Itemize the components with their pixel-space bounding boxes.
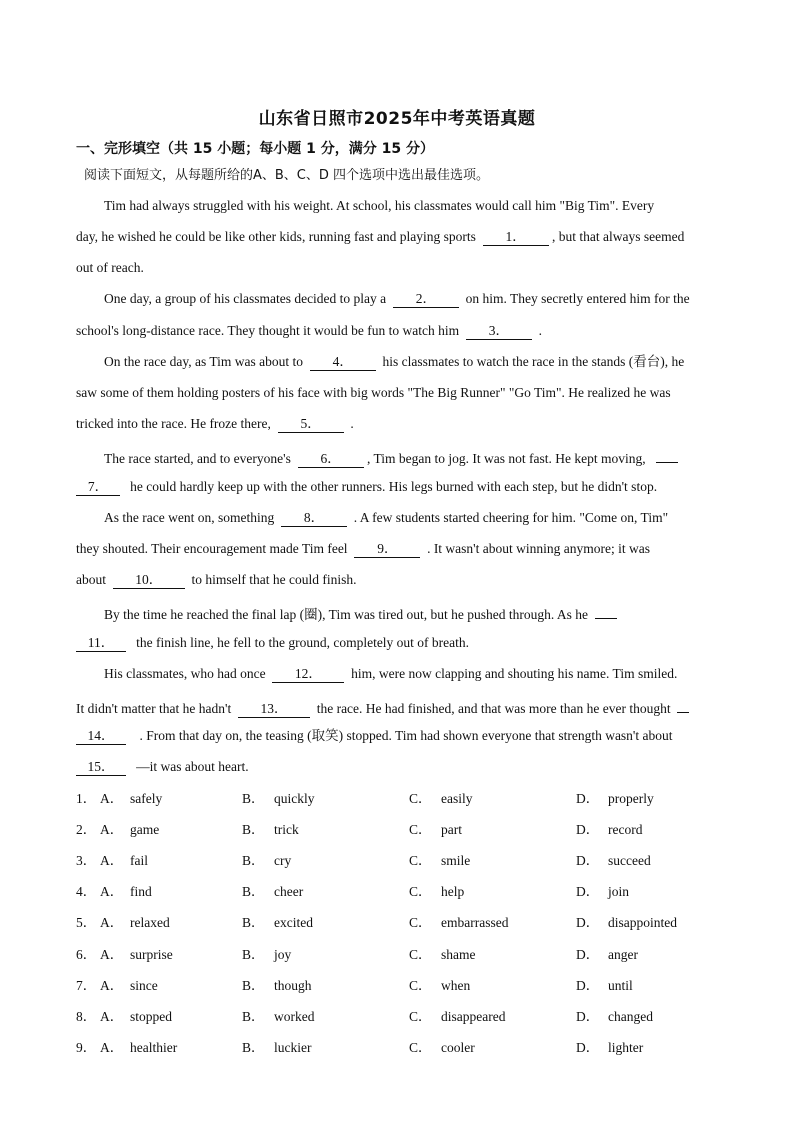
passage-line	[76, 726, 748, 746]
option-a-label: A．	[100, 1009, 124, 1024]
blank-2[interactable]: 2．	[393, 290, 459, 308]
passage-text: .	[350, 416, 354, 431]
blank-9[interactable]: 9．	[354, 540, 420, 558]
question-options	[76, 820, 748, 840]
option-c-label: C．	[409, 947, 432, 962]
option-a-label: A．	[100, 791, 124, 806]
option-c[interactable]: help	[441, 884, 465, 899]
question-options	[76, 789, 748, 809]
option-b[interactable]: excited	[274, 915, 313, 930]
passage-line	[76, 445, 748, 465]
blank-10[interactable]: 10．	[113, 571, 185, 589]
option-a-label: A．	[100, 978, 124, 993]
option-a[interactable]: relaxed	[130, 915, 170, 930]
passage-line	[76, 289, 748, 309]
question-number: 3．	[76, 853, 97, 868]
option-c[interactable]: smile	[441, 853, 471, 868]
option-b[interactable]: worked	[274, 1009, 315, 1024]
option-a-label: A．	[100, 822, 124, 837]
option-c[interactable]: cooler	[441, 1040, 475, 1055]
question-options	[76, 1007, 748, 1027]
passage-text: His classmates, who had once	[104, 666, 266, 681]
passage-text: By the time he reached the final lap (圈), Tim was tired out, but he pushed through. As he	[104, 607, 589, 622]
option-d-label: D．	[576, 978, 600, 993]
passage-text: about	[76, 572, 106, 587]
option-d-label: D．	[576, 1009, 600, 1024]
option-b-label: B．	[242, 947, 265, 962]
passage-line	[76, 477, 748, 497]
passage-text: they shouted. Their encouragement made Tim feel	[76, 541, 348, 556]
option-d[interactable]: properly	[608, 791, 654, 806]
question-number: 4．	[76, 884, 97, 899]
option-d[interactable]: changed	[608, 1009, 653, 1024]
option-c[interactable]: shame	[441, 947, 476, 962]
passage-text: . It wasn't about winning anymore; it was	[427, 541, 650, 556]
passage-line	[76, 258, 748, 278]
passage-text: One day, a group of his classmates decided to play a	[104, 291, 387, 306]
question-number: 2．	[76, 822, 97, 837]
passage-text: the finish line, he fell to the ground, completely out of breath.	[136, 635, 470, 650]
passage-text: saw some of them holding posters of his face with big words "The Big Runner" "Go Tim". He realized he was	[76, 385, 671, 400]
blank-3[interactable]: 3．	[466, 322, 532, 340]
question-options	[76, 913, 748, 933]
option-d-label: D．	[576, 822, 600, 837]
question-number: 6．	[76, 947, 97, 962]
option-a[interactable]: find	[130, 884, 152, 899]
option-c[interactable]: disappeared	[441, 1009, 506, 1024]
passage-text: , Tim began to jog. It was not fast. He kept moving,	[366, 451, 646, 466]
passage-text: . A few students started cheering for him. "Come on, Tim"	[353, 510, 669, 525]
passage-text: out of reach.	[76, 260, 144, 275]
passage-text: he could hardly keep up with the other runners. His legs burned with each step, but he didn't stop.	[130, 479, 658, 494]
option-b-label: B．	[242, 915, 265, 930]
option-d[interactable]: record	[608, 822, 643, 837]
option-d-label: D．	[576, 947, 600, 962]
option-a[interactable]: safely	[130, 791, 163, 806]
option-b[interactable]: cry	[274, 853, 292, 868]
passage-line	[76, 570, 748, 590]
passage-text: school's long-distance race. They thought it would be fun to watch him	[76, 323, 460, 338]
passage-line	[76, 664, 748, 684]
passage-text: day, he wished he could be like other kids, running fast and playing sports	[76, 229, 476, 244]
passage-text: the race. He had finished, and that was more than he ever thought	[316, 701, 671, 716]
option-b[interactable]: trick	[274, 822, 299, 837]
question-options	[76, 1038, 748, 1058]
passage-line	[76, 633, 748, 653]
option-a-label: A．	[100, 884, 124, 899]
option-d-label: D．	[576, 853, 600, 868]
option-b-label: B．	[242, 822, 265, 837]
passage-line	[76, 508, 748, 528]
passage-line	[76, 227, 748, 247]
option-b[interactable]: though	[274, 978, 312, 993]
option-c[interactable]: embarrassed	[441, 915, 509, 930]
option-d[interactable]: succeed	[608, 853, 651, 868]
blank-4[interactable]: 4．	[310, 353, 376, 371]
option-c-label: C．	[409, 853, 432, 868]
passage-text: . From that day on, the teasing (取笑) stopped. Tim had shown everyone that strength wasn't about	[139, 728, 673, 743]
option-a[interactable]: since	[130, 978, 158, 993]
passage-text: tricked into the race. He froze there,	[76, 416, 271, 431]
instructions: 阅读下面短文，从每题所给的A、B、C、D 四个选项中选出最佳选项。	[84, 168, 490, 183]
option-d[interactable]: join	[608, 884, 630, 899]
option-a[interactable]: game	[130, 822, 160, 837]
question-number: 7．	[76, 978, 97, 993]
blank-13[interactable]: 13．	[238, 700, 310, 718]
blank-7-start	[656, 445, 678, 463]
option-b-label: B．	[242, 884, 265, 899]
option-c-label: C．	[409, 822, 432, 837]
passage-text: on him. They secretly entered him for the	[465, 291, 690, 306]
option-a-label: A．	[100, 853, 124, 868]
blank-14[interactable]: 14．	[76, 727, 126, 745]
passage-text: Tim had always struggled with his weight. At school, his classmates would call him "Big Tim". Every	[104, 198, 655, 213]
option-d-label: D．	[576, 791, 600, 806]
question-number: 8．	[76, 1009, 97, 1024]
option-b-label: B．	[242, 791, 265, 806]
passage-text: to himself that he could finish.	[191, 572, 357, 587]
option-a-label: A．	[100, 915, 124, 930]
question-number: 5．	[76, 915, 97, 930]
blank-5[interactable]: 5．	[278, 415, 344, 433]
blank-11-start	[595, 601, 617, 619]
passage-text: —it was about heart.	[136, 759, 249, 774]
passage-text: , but that always seemed	[552, 229, 685, 244]
blank-12[interactable]: 12．	[272, 665, 344, 683]
option-b-label: B．	[242, 1009, 265, 1024]
blank-6[interactable]: 6．	[298, 450, 364, 468]
option-c-label: C．	[409, 791, 432, 806]
option-b[interactable]: cheer	[274, 884, 304, 899]
blank-15[interactable]: 15．	[76, 758, 126, 776]
option-c-label: C．	[409, 1009, 432, 1024]
option-b-label: B．	[242, 1040, 265, 1055]
passage-line	[76, 414, 748, 434]
option-d[interactable]: until	[608, 978, 633, 993]
option-d-label: D．	[576, 915, 600, 930]
question-options	[76, 882, 748, 902]
passage-text: As the race went on, something	[104, 510, 275, 525]
option-d[interactable]: disappointed	[608, 915, 677, 930]
question-number: 1．	[76, 791, 97, 806]
blank-1[interactable]: 1．	[483, 228, 549, 246]
question-options	[76, 976, 748, 996]
option-a-label: A．	[100, 1040, 124, 1055]
question-number: 9．	[76, 1040, 97, 1055]
option-a[interactable]: healthier	[130, 1040, 178, 1055]
passage-line	[76, 695, 748, 715]
passage-line	[76, 383, 748, 403]
option-b[interactable]: quickly	[274, 791, 315, 806]
option-a[interactable]: fail	[130, 853, 148, 868]
passage-text: On the race day, as Tim was about to	[104, 354, 303, 369]
option-d-label: D．	[576, 884, 600, 899]
option-a[interactable]: stopped	[130, 1009, 172, 1024]
option-a[interactable]: surprise	[130, 947, 173, 962]
option-c[interactable]: easily	[441, 791, 473, 806]
passage-text: The race started, and to everyone's	[104, 451, 291, 466]
question-options	[76, 945, 748, 965]
option-c-label: C．	[409, 1040, 432, 1055]
passage-text: his classmates to watch the race in the stands (看台), he	[382, 354, 685, 369]
option-d[interactable]: anger	[608, 947, 638, 962]
passage-line	[76, 321, 748, 341]
blank-11[interactable]: 11．	[76, 634, 126, 652]
section-heading: 一、完形填空（共 15 小题；每小题 1 分，满分 15 分）	[76, 141, 434, 157]
option-c[interactable]: when	[441, 978, 471, 993]
passage-line	[76, 601, 748, 621]
question-options	[76, 851, 748, 871]
option-c-label: C．	[409, 915, 432, 930]
option-b[interactable]: joy	[274, 947, 292, 962]
passage-line	[76, 539, 748, 559]
option-c-label: C．	[409, 884, 432, 899]
option-b-label: B．	[242, 853, 265, 868]
passage-line	[76, 352, 748, 372]
blank-14-start	[677, 695, 689, 713]
passage-text: him, were now clapping and shouting his name. Tim smiled.	[351, 666, 678, 681]
option-a-label: A．	[100, 947, 124, 962]
option-d-label: D．	[576, 1040, 600, 1055]
option-b-label: B．	[242, 978, 265, 993]
passage-line	[76, 757, 748, 777]
passage-text: It didn't matter that he hadn't	[76, 701, 232, 716]
option-c-label: C．	[409, 978, 432, 993]
passage-text: .	[538, 323, 542, 338]
blank-8[interactable]: 8．	[281, 509, 347, 527]
passage-line	[76, 196, 748, 216]
option-b[interactable]: luckier	[274, 1040, 312, 1055]
blank-7[interactable]: 7．	[76, 478, 120, 496]
option-c[interactable]: part	[441, 822, 462, 837]
option-d[interactable]: lighter	[608, 1040, 644, 1055]
page-title: 山东省日照市2025年中考英语真题	[258, 109, 536, 129]
